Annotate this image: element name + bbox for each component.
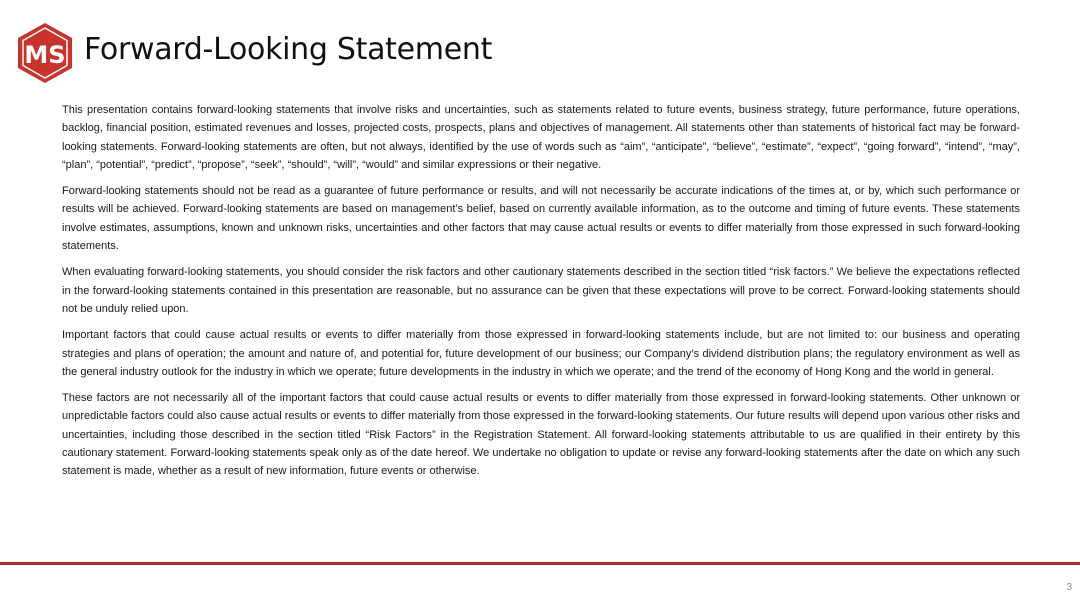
paragraph-5: These factors are not necessarily all of the important factors that could cause actual results or events to differ materially from those expressed in forward-looking statements. Other unknown or unpredictable factors could also cause actual results or events to differ materially from those expressed in the forward-looking statements. Our future results will depend upon various other risks and uncertainties, including those described in the section titled “Risk Factors” in the Registration Statement. All forward-looking statements attributable to us are qualified in their entirety by this cautionary statement. Forward-looking statements speak only as of the date hereof. We undertake no obligation to update or revise any forward-looking statements after the date on which any such statement is made, whether as a result of new information, future events or otherwise. — [62, 392, 1020, 478]
paragraph-1: This presentation contains forward-looking statements that involve risks and uncertainties, such as statements related to future events, business strategy, future performance, future operations, backlog, financial position, estimated revenues and losses, projected costs, prospects, plans and objectives of management. All statements other than statements of historical fact may be forward-looking statements. Forward-looking statements are often, but not always, identified by the use of words such as “aim”, “anticipate”, “believe”, “estimate”, “expect”, “going forward”, “intend”, “may”, “plan”, “potential”, “predict”, “propose”, “seek”, “should”, “will”, “would” and similar expressions or their negative. — [62, 104, 1020, 171]
page-title: Forward-Looking Statement — [84, 32, 493, 67]
company-logo — [16, 22, 74, 84]
footer-divider — [0, 562, 1080, 565]
paragraph-2: Forward-looking statements should not be read as a guarantee of future performance or results, and will not necessarily be accurate indications of the times at, or by, which such performance or results will be achieved. Forward-looking statements are based on management’s belief, based on currently available information, as to the outcome and timing of future events. These statements involve estimates, assumptions, known and unknown risks, uncertainties and other factors that may cause actual results or events to differ materially from those expressed in such forward-looking statements. — [62, 185, 1020, 253]
paragraph-3: When evaluating forward-looking statements, you should consider the risk factors and other cautionary statements described in the section titled “risk factors.” We believe the expectations reflected in the forward-looking statements contained in this presentation are reasonable, but no assurance can be given that these expectations will prove to be correct. Forward-looking statements should not be unduly relied upon. — [62, 266, 1020, 315]
paragraph-4: Important factors that could cause actual results or events to differ materially from those expressed in forward-looking statements include, but are not limited to: our business and operating strategies and plans of operation; the amount and nature of, and potential for, future development of our business; our Company’s dividend distribution plans; the regulatory environment as well as the general industry outlook for the industry in which we operate; future developments in the industry in which we operate; and the trend of the economy of Hong Kong and the world in general. — [62, 329, 1020, 378]
logo-text: MS — [24, 41, 66, 69]
page-number: 3 — [1066, 582, 1072, 593]
statement-body — [62, 101, 1020, 489]
